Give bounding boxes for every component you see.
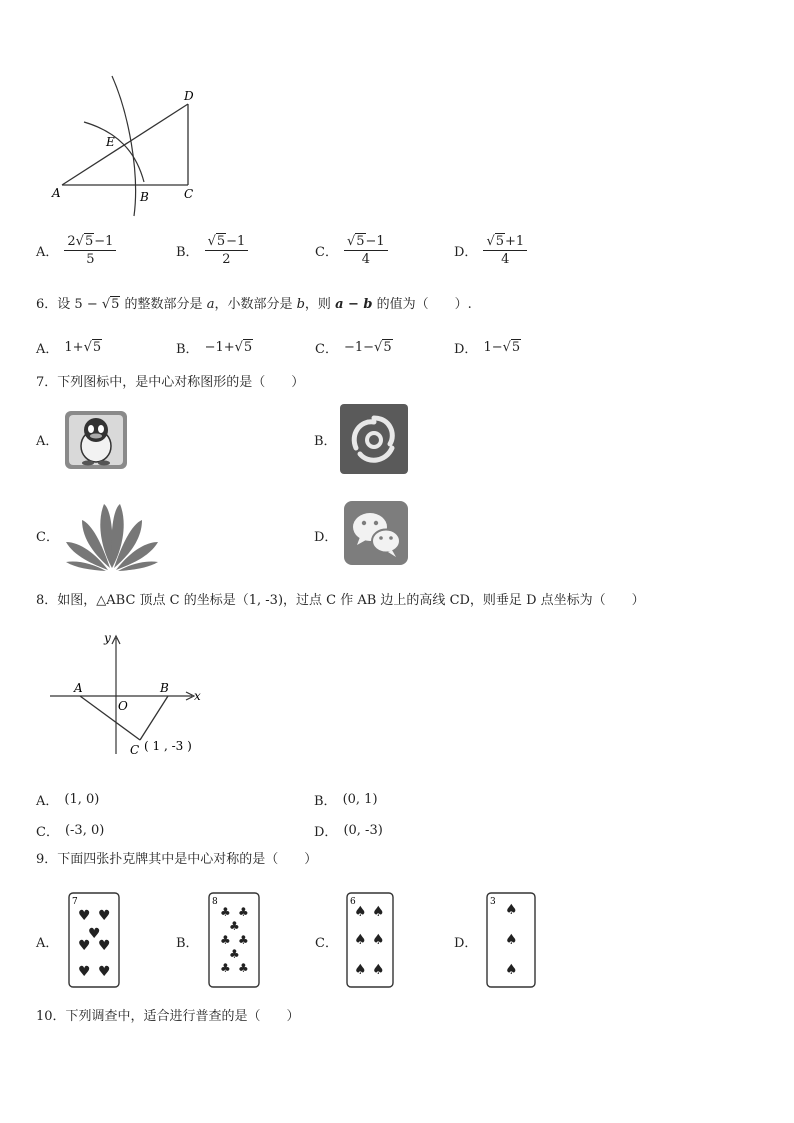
label-a: A <box>74 681 83 695</box>
q9-option-d[interactable]: D． <box>454 936 478 951</box>
option-letter: C． <box>315 245 338 260</box>
q9-option-c[interactable]: C． <box>315 936 338 951</box>
q6-option-a[interactable]: A． 1+√5 <box>36 340 102 357</box>
svg-text:♠: ♠ <box>372 932 385 948</box>
svg-text:♣: ♣ <box>220 961 231 975</box>
svg-text:♣: ♣ <box>220 933 231 947</box>
card-six-spades-icon <box>346 892 394 988</box>
svg-text:♠: ♠ <box>505 962 518 978</box>
q8-option-d[interactable]: D． (0, -3) <box>314 823 383 840</box>
label-o: O <box>118 699 128 713</box>
q5-geometry-figure <box>48 72 218 222</box>
card-three-spades-icon <box>486 892 536 988</box>
svg-text:♥: ♥ <box>98 938 111 954</box>
svg-text:♥: ♥ <box>78 938 91 954</box>
q7-stem: 7．下列图标中，是中心对称图形的是（ ） <box>36 375 305 390</box>
svg-text:♣: ♣ <box>229 919 240 933</box>
svg-text:♥: ♥ <box>98 964 111 980</box>
svg-text:♥: ♥ <box>78 908 91 924</box>
q8-option-c[interactable]: C． (-3, 0) <box>36 823 105 840</box>
q7-option-b[interactable]: B． <box>314 434 337 449</box>
label-b: B <box>160 681 169 695</box>
svg-text:♣: ♣ <box>229 947 240 961</box>
svg-text:♣: ♣ <box>238 961 249 975</box>
card-seven-hearts-icon <box>68 892 120 988</box>
q7-option-d[interactable]: D． <box>314 530 338 545</box>
label-c: C <box>184 187 194 201</box>
q6-option-c[interactable]: C． −1−√5 <box>315 340 392 357</box>
segment-bc <box>140 696 168 740</box>
label-c: C <box>130 743 140 757</box>
svg-text:♠: ♠ <box>505 902 518 918</box>
svg-text:♠: ♠ <box>354 932 367 948</box>
q5-option-a[interactable] <box>36 234 116 267</box>
q7-option-c[interactable]: C． <box>36 530 59 545</box>
huawei-petals-icon <box>62 500 162 572</box>
fraction: $\frac{2√5-1}{5}$ <box>64 234 116 267</box>
q7-option-a[interactable]: A． <box>36 434 59 449</box>
q5-option-b[interactable] <box>176 234 248 267</box>
fraction: $\frac{√5-1}{2}$ <box>205 234 249 267</box>
q10-stem: 10．下列调查中，适合进行普查的是（ ） <box>36 1009 300 1024</box>
fraction: $\frac{√5+1}{4}$ <box>483 234 527 267</box>
segment-ad <box>62 104 188 185</box>
card-eight-clubs-icon <box>208 892 260 988</box>
svg-text:♣: ♣ <box>238 933 249 947</box>
svg-text:♥: ♥ <box>78 964 91 980</box>
q9-option-a[interactable]: A． <box>36 936 59 951</box>
label-a: A <box>52 186 61 200</box>
q8-stem: 8．如图，△ABC 顶点 C 的坐标是（1, -3)，过点 C 作 AB 边上的高线 CD，则垂足 D 点坐标为（ ） <box>36 593 645 608</box>
fraction: $\frac{√5-1}{4}$ <box>344 234 388 267</box>
svg-text:♠: ♠ <box>505 932 518 948</box>
svg-text:3: 3 <box>490 897 496 907</box>
label-b: B <box>140 190 149 204</box>
wechat-bubbles-icon <box>344 501 408 565</box>
q8-option-a[interactable]: A． (1, 0) <box>36 792 100 809</box>
q6-stem: 6．设 5 − √5 的整数部分是 a，小数部分是 b，则 a − b 的值为（ ）. <box>36 297 472 312</box>
swirl-icon <box>340 404 408 474</box>
label-c-coordinate: ( 1 , -3 ) <box>144 739 192 753</box>
option-letter: B． <box>176 245 199 260</box>
label-x: x <box>194 689 201 703</box>
svg-text:♣: ♣ <box>220 905 231 919</box>
svg-text:♥: ♥ <box>88 926 101 942</box>
qq-penguin-icon <box>64 410 128 470</box>
q8-option-b[interactable]: B． (0, 1) <box>314 792 378 809</box>
q5-option-d[interactable] <box>454 234 527 267</box>
svg-text:6: 6 <box>350 897 356 907</box>
label-d: D <box>184 89 194 103</box>
svg-text:♠: ♠ <box>354 904 367 920</box>
q6-option-d[interactable]: D． 1−√5 <box>454 340 521 357</box>
svg-text:♥: ♥ <box>98 908 111 924</box>
svg-text:♠: ♠ <box>372 904 385 920</box>
q8-coordinate-figure <box>44 630 214 760</box>
segment-ac <box>80 696 140 740</box>
svg-text:8: 8 <box>212 897 218 907</box>
label-y: y <box>104 631 111 645</box>
q6-option-b[interactable]: B． −1+√5 <box>176 340 253 357</box>
option-letter: A． <box>36 245 59 260</box>
svg-text:♠: ♠ <box>372 962 385 978</box>
label-e: E <box>106 135 115 149</box>
q9-option-b[interactable]: B． <box>176 936 199 951</box>
option-letter: D． <box>454 245 478 260</box>
svg-text:♠: ♠ <box>354 962 367 978</box>
q9-stem: 9．下面四张扑克牌其中是中心对称的是（ ） <box>36 852 318 867</box>
svg-text:7: 7 <box>72 897 78 907</box>
q5-option-c[interactable] <box>315 234 388 267</box>
svg-text:♣: ♣ <box>238 905 249 919</box>
